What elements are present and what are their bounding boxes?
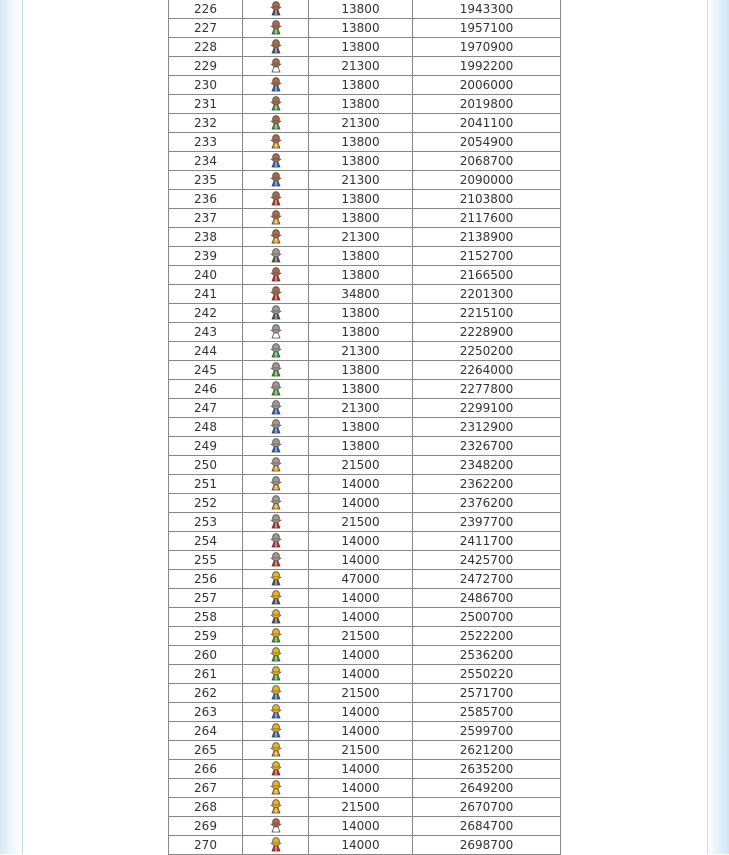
rank-icon-cell bbox=[243, 475, 309, 494]
rank-badge-brown-yellow-icon bbox=[269, 229, 283, 244]
exp-cell: 21500 bbox=[309, 798, 413, 817]
exp-cell: 13800 bbox=[309, 266, 413, 285]
total-exp-cell: 2054900 bbox=[413, 133, 561, 152]
total-exp-cell: 2486700 bbox=[413, 589, 561, 608]
rank-icon-cell bbox=[243, 570, 309, 589]
total-exp-cell: 2215100 bbox=[413, 304, 561, 323]
total-exp-cell: 2299100 bbox=[413, 399, 561, 418]
table-row bbox=[169, 285, 561, 304]
rank-icon-cell bbox=[243, 418, 309, 437]
rank-icon-cell bbox=[243, 722, 309, 741]
exp-cell: 14000 bbox=[309, 722, 413, 741]
rank-icon-cell bbox=[243, 456, 309, 475]
level-cell: 256 bbox=[169, 570, 243, 589]
exp-cell: 13800 bbox=[309, 38, 413, 57]
rank-badge-brown-red-icon bbox=[269, 191, 283, 206]
rank-icon-cell bbox=[243, 836, 309, 855]
level-cell: 247 bbox=[169, 399, 243, 418]
rank-icon-cell bbox=[243, 133, 309, 152]
rank-badge-gray-red-icon bbox=[269, 552, 283, 567]
table-row bbox=[169, 760, 561, 779]
table-row bbox=[169, 361, 561, 380]
exp-cell: 21300 bbox=[309, 171, 413, 190]
rank-icon-cell bbox=[243, 209, 309, 228]
exp-cell: 14000 bbox=[309, 494, 413, 513]
level-cell: 237 bbox=[169, 209, 243, 228]
table-row bbox=[169, 551, 561, 570]
level-cell: 228 bbox=[169, 38, 243, 57]
level-cell: 226 bbox=[169, 0, 243, 19]
rank-icon-cell bbox=[243, 19, 309, 38]
total-exp-cell: 2536200 bbox=[413, 646, 561, 665]
total-exp-cell: 2019800 bbox=[413, 95, 561, 114]
exp-cell: 21300 bbox=[309, 342, 413, 361]
exp-cell: 13800 bbox=[309, 95, 413, 114]
rank-icon-cell bbox=[243, 494, 309, 513]
total-exp-cell: 1992200 bbox=[413, 57, 561, 76]
level-cell: 263 bbox=[169, 703, 243, 722]
rank-badge-brown-red-icon bbox=[269, 286, 283, 301]
level-cell: 251 bbox=[169, 475, 243, 494]
level-cell: 268 bbox=[169, 798, 243, 817]
rank-badge-gold-yellow-icon bbox=[269, 742, 283, 757]
total-exp-cell: 2201300 bbox=[413, 285, 561, 304]
level-cell: 269 bbox=[169, 817, 243, 836]
level-cell: 244 bbox=[169, 342, 243, 361]
level-cell: 257 bbox=[169, 589, 243, 608]
table-row bbox=[169, 627, 561, 646]
exp-cell: 21500 bbox=[309, 456, 413, 475]
level-cell: 227 bbox=[169, 19, 243, 38]
table-row bbox=[169, 665, 561, 684]
exp-cell: 21300 bbox=[309, 57, 413, 76]
rank-icon-cell bbox=[243, 285, 309, 304]
table-row bbox=[169, 38, 561, 57]
level-cell: 262 bbox=[169, 684, 243, 703]
total-exp-cell: 2411700 bbox=[413, 532, 561, 551]
exp-cell: 21300 bbox=[309, 399, 413, 418]
level-cell: 246 bbox=[169, 380, 243, 399]
exp-cell: 14000 bbox=[309, 475, 413, 494]
level-cell: 264 bbox=[169, 722, 243, 741]
exp-cell: 14000 bbox=[309, 779, 413, 798]
rank-badge-gold-blue-icon bbox=[269, 704, 283, 719]
table-row bbox=[169, 133, 561, 152]
level-cell: 253 bbox=[169, 513, 243, 532]
exp-cell: 14000 bbox=[309, 551, 413, 570]
level-exp-table bbox=[168, 0, 561, 855]
level-cell: 255 bbox=[169, 551, 243, 570]
exp-cell: 13800 bbox=[309, 380, 413, 399]
exp-cell: 14000 bbox=[309, 703, 413, 722]
table-row bbox=[169, 513, 561, 532]
table-row bbox=[169, 304, 561, 323]
rank-icon-cell bbox=[243, 114, 309, 133]
table-row bbox=[169, 342, 561, 361]
rank-badge-gray-white-icon bbox=[269, 324, 283, 339]
level-cell: 254 bbox=[169, 532, 243, 551]
exp-cell: 47000 bbox=[309, 570, 413, 589]
exp-cell: 14000 bbox=[309, 665, 413, 684]
rank-icon-cell bbox=[243, 589, 309, 608]
total-exp-cell: 2006000 bbox=[413, 76, 561, 95]
table-row bbox=[169, 209, 561, 228]
level-cell: 230 bbox=[169, 76, 243, 95]
table-row bbox=[169, 76, 561, 95]
rank-badge-brown-yellow-icon bbox=[269, 210, 283, 225]
exp-cell: 13800 bbox=[309, 209, 413, 228]
level-cell: 242 bbox=[169, 304, 243, 323]
exp-cell: 14000 bbox=[309, 589, 413, 608]
level-cell: 261 bbox=[169, 665, 243, 684]
rank-badge-brown-blue-icon bbox=[269, 153, 283, 168]
rank-badge-gold-dark-icon bbox=[269, 609, 283, 624]
table-row bbox=[169, 247, 561, 266]
exp-cell: 13800 bbox=[309, 0, 413, 19]
rank-icon-cell bbox=[243, 532, 309, 551]
rank-icon-cell bbox=[243, 627, 309, 646]
total-exp-cell: 2041100 bbox=[413, 114, 561, 133]
total-exp-cell: 2090000 bbox=[413, 171, 561, 190]
table-row bbox=[169, 570, 561, 589]
rank-badge-brown-red-icon bbox=[269, 267, 283, 282]
rank-badge-brown-blue-icon bbox=[269, 77, 283, 92]
rank-badge-gold-green-icon bbox=[269, 628, 283, 643]
table-row bbox=[169, 798, 561, 817]
total-exp-cell: 2550220 bbox=[413, 665, 561, 684]
exp-cell: 14000 bbox=[309, 532, 413, 551]
table-row bbox=[169, 817, 561, 836]
rank-icon-cell bbox=[243, 380, 309, 399]
level-cell: 265 bbox=[169, 741, 243, 760]
table-row bbox=[169, 589, 561, 608]
total-exp-cell: 2103800 bbox=[413, 190, 561, 209]
total-exp-cell: 2264000 bbox=[413, 361, 561, 380]
level-cell: 229 bbox=[169, 57, 243, 76]
total-exp-cell: 2362200 bbox=[413, 475, 561, 494]
rank-icon-cell bbox=[243, 38, 309, 57]
rank-badge-brown-white-icon bbox=[269, 818, 283, 833]
total-exp-cell: 2649200 bbox=[413, 779, 561, 798]
rank-badge-brown-white-icon bbox=[269, 58, 283, 73]
rank-badge-brown-blue-icon bbox=[269, 172, 283, 187]
table-row bbox=[169, 57, 561, 76]
exp-cell: 13800 bbox=[309, 437, 413, 456]
level-cell: 241 bbox=[169, 285, 243, 304]
exp-cell: 13800 bbox=[309, 418, 413, 437]
exp-cell: 14000 bbox=[309, 646, 413, 665]
table-row bbox=[169, 399, 561, 418]
exp-cell: 13800 bbox=[309, 247, 413, 266]
exp-cell: 21500 bbox=[309, 741, 413, 760]
exp-cell: 21300 bbox=[309, 228, 413, 247]
exp-cell: 13800 bbox=[309, 361, 413, 380]
rank-badge-gray-red-icon bbox=[269, 514, 283, 529]
rank-badge-gold-blue-icon bbox=[269, 723, 283, 738]
rank-badge-gray-blue-icon bbox=[269, 400, 283, 415]
total-exp-cell: 2228900 bbox=[413, 323, 561, 342]
rank-icon-cell bbox=[243, 798, 309, 817]
rank-icon-cell bbox=[243, 95, 309, 114]
exp-cell: 34800 bbox=[309, 285, 413, 304]
table-row bbox=[169, 152, 561, 171]
level-cell: 258 bbox=[169, 608, 243, 627]
total-exp-cell: 2277800 bbox=[413, 380, 561, 399]
exp-cell: 13800 bbox=[309, 76, 413, 95]
level-cell: 250 bbox=[169, 456, 243, 475]
rank-icon-cell bbox=[243, 779, 309, 798]
table-row bbox=[169, 494, 561, 513]
exp-cell: 14000 bbox=[309, 760, 413, 779]
total-exp-cell: 2312900 bbox=[413, 418, 561, 437]
table-row bbox=[169, 684, 561, 703]
rank-badge-gold-green-icon bbox=[269, 666, 283, 681]
rank-badge-gold-red-icon bbox=[269, 761, 283, 776]
table-row bbox=[169, 418, 561, 437]
total-exp-cell: 2152700 bbox=[413, 247, 561, 266]
rank-badge-gold-yellow-icon bbox=[269, 799, 283, 814]
rank-icon-cell bbox=[243, 513, 309, 532]
table-row bbox=[169, 19, 561, 38]
rank-badge-brown-green-icon bbox=[269, 96, 283, 111]
rank-badge-gold-yellow-icon bbox=[269, 780, 283, 795]
rank-icon-cell bbox=[243, 684, 309, 703]
total-exp-cell: 2166500 bbox=[413, 266, 561, 285]
rank-icon-cell bbox=[243, 399, 309, 418]
rank-icon-cell bbox=[243, 76, 309, 95]
exp-cell: 21300 bbox=[309, 114, 413, 133]
table-row bbox=[169, 266, 561, 285]
rank-badge-gray-yellow-icon bbox=[269, 457, 283, 472]
level-cell: 235 bbox=[169, 171, 243, 190]
rank-badge-gray-green-icon bbox=[269, 343, 283, 358]
exp-cell: 14000 bbox=[309, 817, 413, 836]
rank-badge-gold-blue-icon bbox=[269, 685, 283, 700]
level-cell: 243 bbox=[169, 323, 243, 342]
right-gradient-border bbox=[707, 0, 729, 854]
rank-badge-gray-dark-icon bbox=[269, 248, 283, 263]
total-exp-cell: 2326700 bbox=[413, 437, 561, 456]
total-exp-cell: 2250200 bbox=[413, 342, 561, 361]
rank-badge-gold-dark-icon bbox=[269, 590, 283, 605]
rank-icon-cell bbox=[243, 323, 309, 342]
exp-cell: 13800 bbox=[309, 19, 413, 38]
level-cell: 248 bbox=[169, 418, 243, 437]
level-cell: 270 bbox=[169, 836, 243, 855]
rank-icon-cell bbox=[243, 646, 309, 665]
exp-cell: 21500 bbox=[309, 513, 413, 532]
exp-cell: 14000 bbox=[309, 836, 413, 855]
rank-icon-cell bbox=[243, 741, 309, 760]
rank-badge-gray-yellow-icon bbox=[269, 476, 283, 491]
rank-badge-gray-dark-icon bbox=[269, 305, 283, 320]
level-exp-table-body bbox=[169, 0, 561, 855]
rank-icon-cell bbox=[243, 247, 309, 266]
total-exp-cell: 2621200 bbox=[413, 741, 561, 760]
rank-icon-cell bbox=[243, 0, 309, 19]
level-cell: 231 bbox=[169, 95, 243, 114]
rank-badge-brown-dark-icon bbox=[269, 39, 283, 54]
table-row bbox=[169, 456, 561, 475]
total-exp-cell: 1943300 bbox=[413, 0, 561, 19]
rank-badge-gold-green-icon bbox=[269, 647, 283, 662]
total-exp-cell: 2635200 bbox=[413, 760, 561, 779]
total-exp-cell: 2348200 bbox=[413, 456, 561, 475]
rank-icon-cell bbox=[243, 437, 309, 456]
total-exp-cell: 2068700 bbox=[413, 152, 561, 171]
rank-badge-brown-yellow-icon bbox=[269, 134, 283, 149]
rank-badge-gray-blue-icon bbox=[269, 419, 283, 434]
level-cell: 249 bbox=[169, 437, 243, 456]
table-row bbox=[169, 722, 561, 741]
level-cell: 267 bbox=[169, 779, 243, 798]
level-cell: 252 bbox=[169, 494, 243, 513]
rank-badge-brown-dark-icon bbox=[269, 1, 283, 16]
rank-icon-cell bbox=[243, 228, 309, 247]
rank-badge-gray-green-icon bbox=[269, 381, 283, 396]
total-exp-cell: 2500700 bbox=[413, 608, 561, 627]
table-row bbox=[169, 741, 561, 760]
total-exp-cell: 2684700 bbox=[413, 817, 561, 836]
rank-badge-gray-blue-icon bbox=[269, 438, 283, 453]
exp-cell: 13800 bbox=[309, 323, 413, 342]
level-cell: 233 bbox=[169, 133, 243, 152]
level-cell: 232 bbox=[169, 114, 243, 133]
rank-badge-gold-dark-icon bbox=[269, 571, 283, 586]
rank-badge-gray-green-icon bbox=[269, 362, 283, 377]
rank-badge-gold-red-icon bbox=[269, 837, 283, 852]
table-row bbox=[169, 323, 561, 342]
rank-icon-cell bbox=[243, 665, 309, 684]
exp-cell: 13800 bbox=[309, 152, 413, 171]
total-exp-cell: 2698700 bbox=[413, 836, 561, 855]
total-exp-cell: 2117600 bbox=[413, 209, 561, 228]
left-gradient-border bbox=[0, 0, 23, 854]
level-cell: 238 bbox=[169, 228, 243, 247]
level-cell: 236 bbox=[169, 190, 243, 209]
table-row bbox=[169, 95, 561, 114]
total-exp-cell: 2571700 bbox=[413, 684, 561, 703]
table-row bbox=[169, 380, 561, 399]
table-row bbox=[169, 703, 561, 722]
total-exp-cell: 2585700 bbox=[413, 703, 561, 722]
total-exp-cell: 1957100 bbox=[413, 19, 561, 38]
table-row bbox=[169, 437, 561, 456]
level-cell: 239 bbox=[169, 247, 243, 266]
rank-icon-cell bbox=[243, 304, 309, 323]
rank-badge-brown-green-icon bbox=[269, 115, 283, 130]
table-row bbox=[169, 532, 561, 551]
table-row bbox=[169, 475, 561, 494]
exp-cell: 21500 bbox=[309, 627, 413, 646]
level-cell: 245 bbox=[169, 361, 243, 380]
level-cell: 260 bbox=[169, 646, 243, 665]
rank-icon-cell bbox=[243, 342, 309, 361]
rank-icon-cell bbox=[243, 361, 309, 380]
table-row bbox=[169, 171, 561, 190]
rank-icon-cell bbox=[243, 551, 309, 570]
rank-icon-cell bbox=[243, 190, 309, 209]
rank-badge-gray-yellow-icon bbox=[269, 495, 283, 510]
exp-cell: 13800 bbox=[309, 304, 413, 323]
rank-icon-cell bbox=[243, 703, 309, 722]
total-exp-cell: 2472700 bbox=[413, 570, 561, 589]
rank-icon-cell bbox=[243, 152, 309, 171]
total-exp-cell: 2599700 bbox=[413, 722, 561, 741]
table-row bbox=[169, 114, 561, 133]
table-row bbox=[169, 608, 561, 627]
table-row bbox=[169, 0, 561, 19]
table-row bbox=[169, 190, 561, 209]
level-cell: 259 bbox=[169, 627, 243, 646]
total-exp-cell: 2425700 bbox=[413, 551, 561, 570]
total-exp-cell: 2138900 bbox=[413, 228, 561, 247]
level-cell: 266 bbox=[169, 760, 243, 779]
exp-cell: 14000 bbox=[309, 608, 413, 627]
rank-icon-cell bbox=[243, 608, 309, 627]
table-row bbox=[169, 836, 561, 855]
rank-icon-cell bbox=[243, 57, 309, 76]
rank-badge-gray-red-icon bbox=[269, 533, 283, 548]
total-exp-cell: 2397700 bbox=[413, 513, 561, 532]
table-row bbox=[169, 228, 561, 247]
table-row bbox=[169, 779, 561, 798]
total-exp-cell: 1970900 bbox=[413, 38, 561, 57]
rank-icon-cell bbox=[243, 817, 309, 836]
rank-icon-cell bbox=[243, 760, 309, 779]
level-cell: 234 bbox=[169, 152, 243, 171]
total-exp-cell: 2522200 bbox=[413, 627, 561, 646]
total-exp-cell: 2376200 bbox=[413, 494, 561, 513]
table-row bbox=[169, 646, 561, 665]
rank-icon-cell bbox=[243, 171, 309, 190]
rank-icon-cell bbox=[243, 266, 309, 285]
exp-cell: 21500 bbox=[309, 684, 413, 703]
level-cell: 240 bbox=[169, 266, 243, 285]
rank-badge-brown-green-icon bbox=[269, 20, 283, 35]
exp-cell: 13800 bbox=[309, 133, 413, 152]
exp-cell: 13800 bbox=[309, 190, 413, 209]
total-exp-cell: 2670700 bbox=[413, 798, 561, 817]
